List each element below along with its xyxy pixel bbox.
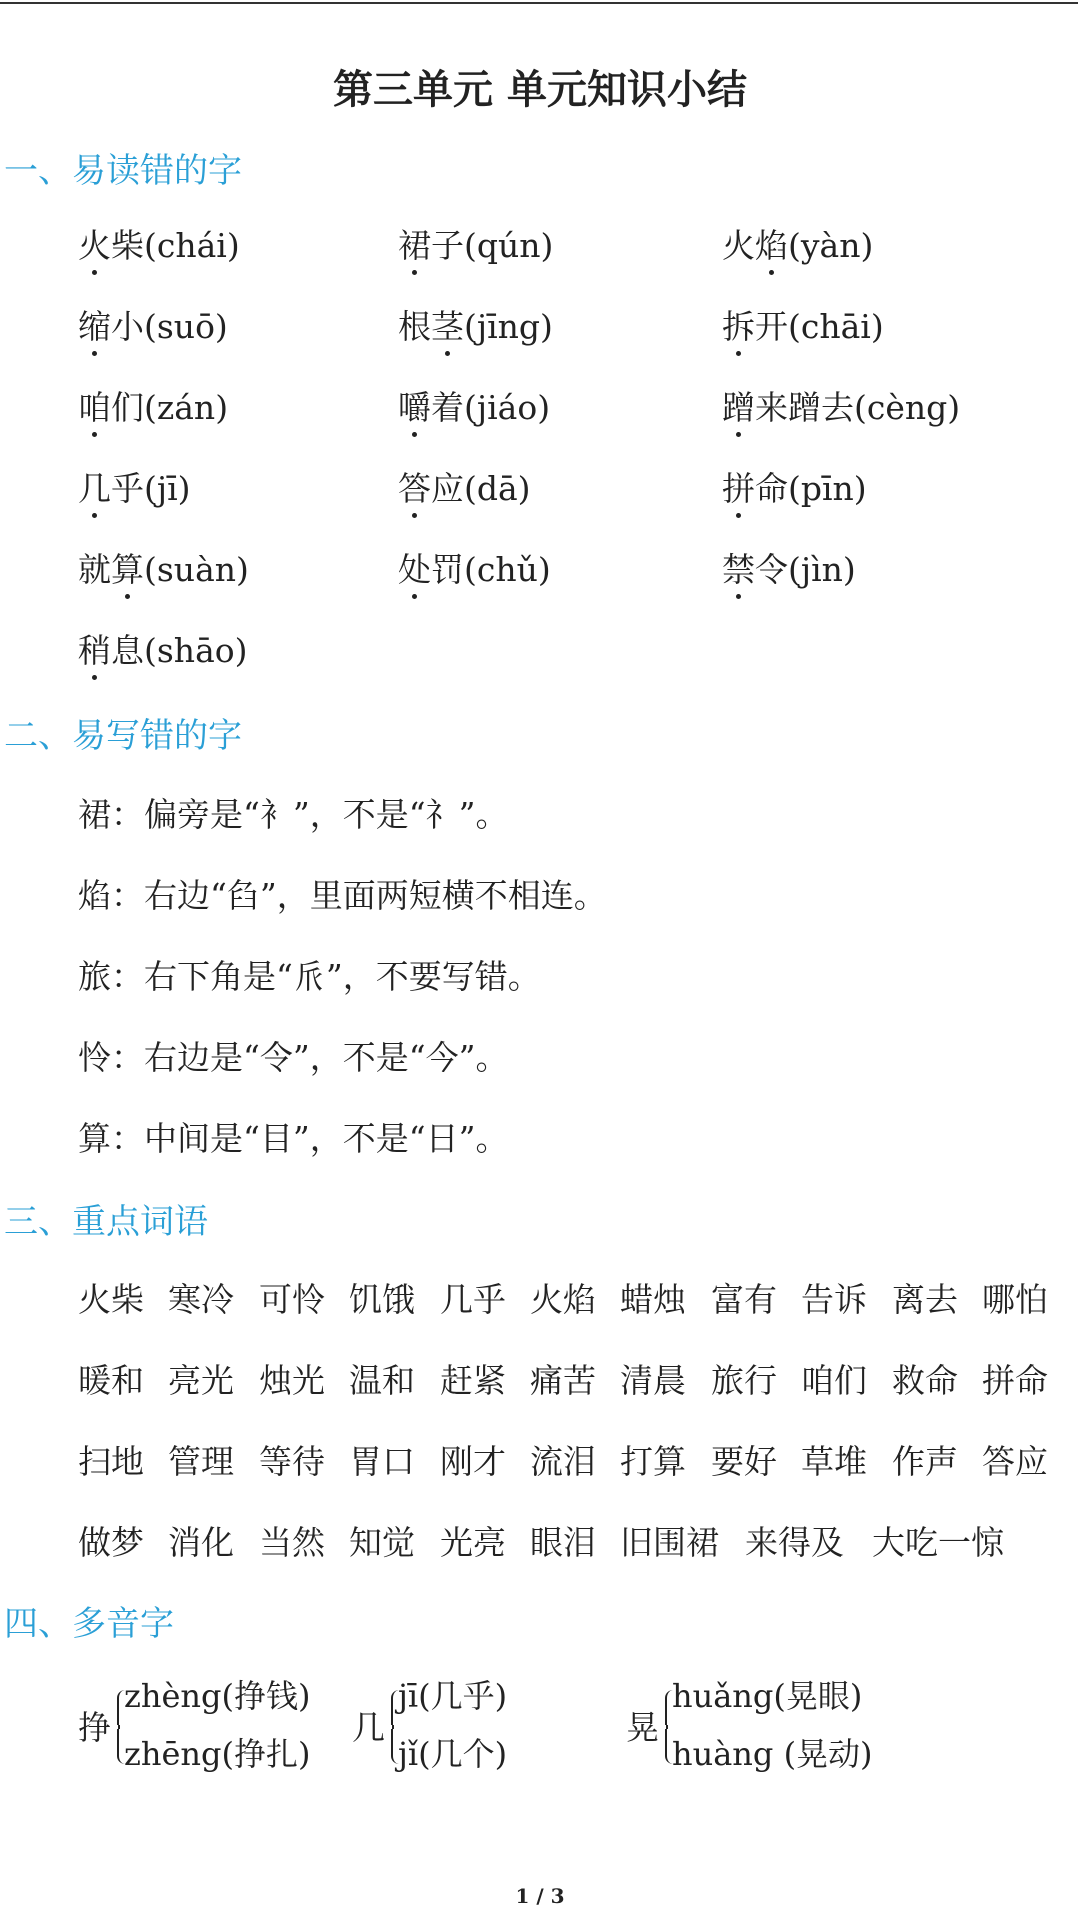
word: 几乎 <box>440 1280 506 1319</box>
polyphonic-reading: huàng (晃动) <box>672 1735 873 1773</box>
word: 赶紧 <box>440 1361 506 1400</box>
section-heading-miswritten: 二、易写错的字 <box>4 716 242 756</box>
word: 胃口 <box>349 1442 415 1481</box>
page-number: 1 / 3 <box>515 1884 565 1908</box>
word: 光亮 <box>440 1523 506 1562</box>
misread-item: 拆开(chāi) <box>722 305 884 349</box>
word: 救命 <box>892 1361 958 1400</box>
misread-item: 裙子(qún) <box>398 224 553 268</box>
word: 旅行 <box>711 1361 777 1400</box>
word: 痛苦 <box>530 1361 596 1400</box>
word: 等待 <box>259 1442 325 1481</box>
word: 火柴 <box>78 1280 144 1319</box>
word: 答应 <box>982 1442 1048 1481</box>
polyphonic-reading: zhēng(挣扎) <box>124 1735 311 1773</box>
left-brace <box>661 1690 669 1764</box>
word: 富有 <box>711 1280 777 1319</box>
word: 眼泪 <box>530 1523 596 1562</box>
misread-item: 蹭来蹭去(cèng) <box>722 386 960 430</box>
polyphonic-char: 几 <box>352 1708 385 1747</box>
word: 咱们 <box>801 1361 867 1400</box>
polyphonic-reading: zhèng(挣钱) <box>124 1677 311 1715</box>
word: 告诉 <box>801 1280 867 1319</box>
word: 知觉 <box>349 1523 415 1562</box>
word: 扫地 <box>78 1442 144 1481</box>
misread-item: 根茎(jīng) <box>398 305 553 349</box>
word: 离去 <box>892 1280 958 1319</box>
section-heading-key-words: 三、重点词语 <box>4 1202 208 1242</box>
misread-item: 火焰(yàn) <box>722 224 873 268</box>
misread-item: 处罚(chǔ) <box>398 548 551 592</box>
word: 旧围裙 <box>620 1523 719 1562</box>
misread-item: 答应(dā) <box>398 467 531 511</box>
miswritten-note: 旅：右下角是“𠂢”，不要写错。 <box>78 957 541 996</box>
word: 消化 <box>168 1523 234 1562</box>
word: 寒冷 <box>168 1280 234 1319</box>
word: 清晨 <box>620 1361 686 1400</box>
word: 草堆 <box>801 1442 867 1481</box>
word: 亮光 <box>168 1361 234 1400</box>
word: 烛光 <box>259 1361 325 1400</box>
section-heading-misread: 一、易读错的字 <box>4 151 242 191</box>
word: 管理 <box>168 1442 234 1481</box>
word: 温和 <box>349 1361 415 1400</box>
word: 哪怕 <box>982 1280 1048 1319</box>
word: 当然 <box>259 1523 325 1562</box>
page-title: 第三单元 单元知识小结 <box>333 67 747 113</box>
misread-item: 拼命(pīn) <box>722 467 867 511</box>
miswritten-note: 算：中间是“目”，不是“日”。 <box>78 1119 509 1158</box>
misread-item: 咱们(zán) <box>78 386 228 430</box>
word: 饥饿 <box>349 1280 415 1319</box>
misread-item: 就算(suàn) <box>78 548 249 592</box>
misread-item: 嚼着(jiáo) <box>398 386 550 430</box>
word: 可怜 <box>259 1280 325 1319</box>
misread-item: 禁令(jìn) <box>722 548 856 592</box>
word: 来得及 <box>745 1523 844 1562</box>
misread-item: 稍息(shāo) <box>78 629 247 673</box>
word: 火焰 <box>530 1280 596 1319</box>
misread-item: 火柴(chái) <box>78 224 240 268</box>
word: 作声 <box>892 1442 958 1481</box>
misread-item: 几乎(jī) <box>78 467 191 511</box>
word: 蜡烛 <box>620 1280 686 1319</box>
miswritten-note: 怜：右边是“令”，不是“今”。 <box>78 1038 509 1077</box>
miswritten-note: 裙：偏旁是“衤”，不是“礻”。 <box>78 795 509 834</box>
polyphonic-reading: jǐ(几个) <box>398 1735 508 1773</box>
polyphonic-char: 挣 <box>78 1708 111 1747</box>
misread-item: 缩小(suō) <box>78 305 228 349</box>
word: 打算 <box>620 1442 686 1481</box>
section-heading-polyphonic: 四、多音字 <box>4 1604 174 1644</box>
left-brace <box>387 1690 395 1764</box>
top-border-line <box>0 2 1078 4</box>
word: 刚才 <box>440 1442 506 1481</box>
word: 拼命 <box>982 1361 1048 1400</box>
word: 要好 <box>711 1442 777 1481</box>
polyphonic-reading: huǎng(晃眼) <box>672 1677 863 1715</box>
polyphonic-reading: jī(几乎) <box>398 1677 508 1715</box>
polyphonic-char: 晃 <box>626 1708 659 1747</box>
word: 做梦 <box>78 1523 144 1562</box>
left-brace <box>113 1690 121 1764</box>
word: 流泪 <box>530 1442 596 1481</box>
word: 大吃一惊 <box>872 1523 1004 1562</box>
word: 暖和 <box>78 1361 144 1400</box>
miswritten-note: 焰：右边“臽”，里面两短横不相连。 <box>78 876 607 915</box>
